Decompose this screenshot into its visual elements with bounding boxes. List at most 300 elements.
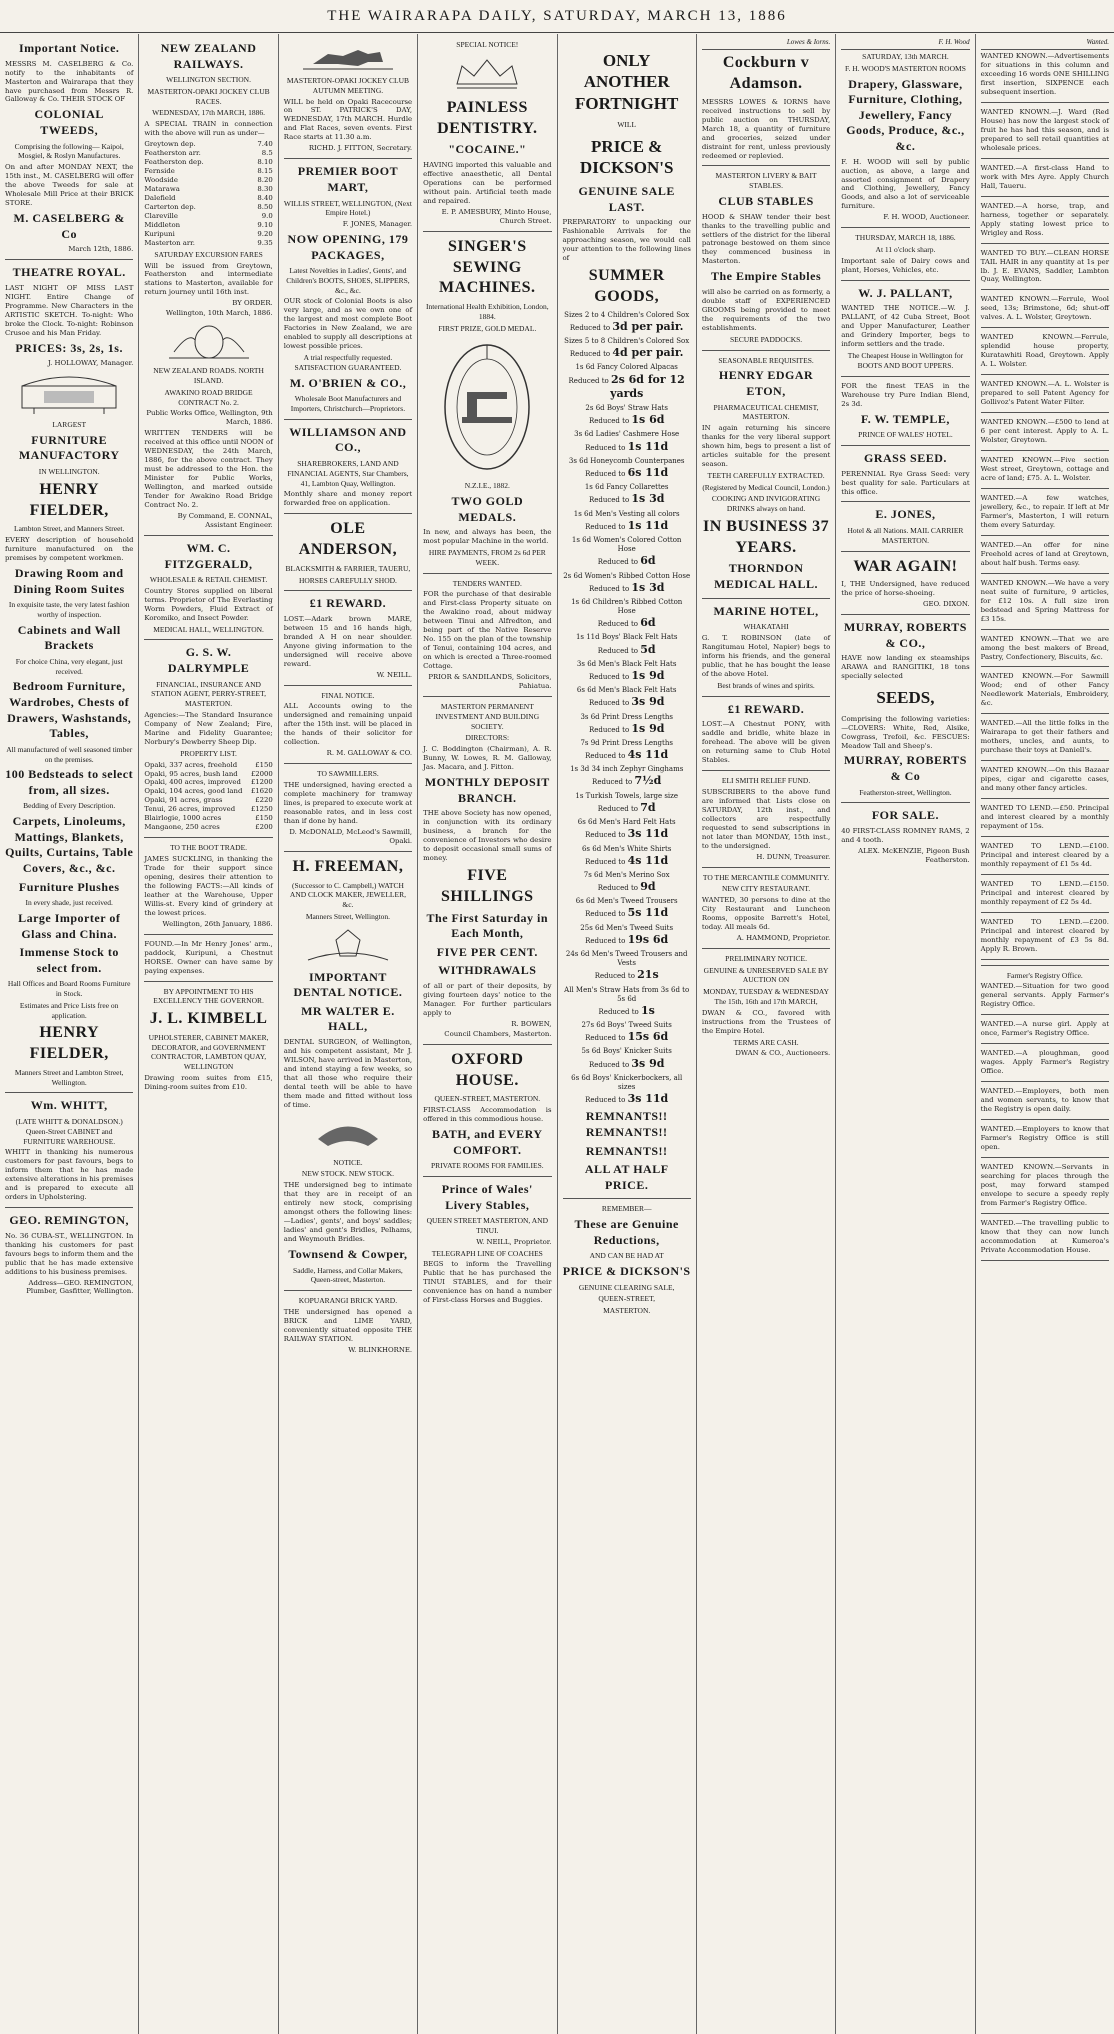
wanted-item: WANTED TO LEND.—£200. Principal and interest cleared by monthly repayment of £3 5s 8d. Apply R. Brown. — [980, 917, 1109, 953]
murray2-sub: Featherston-street, Wellington. — [859, 787, 952, 797]
wanted-item: WANTED KNOWN.—Ferrule, splendid house property, Kuratawhiti Road, Greytown. Apply A. L. Wolster. — [980, 333, 1109, 369]
works-office: Public Works Office, Wellington, 9th March, 1886. — [146, 409, 273, 427]
price-reduced — [563, 1030, 691, 1044]
marine-sig: Best brands of wines and spirits. — [717, 680, 815, 690]
station-name: Kuripuni — [144, 229, 175, 238]
wanted-item: WANTED KNOWN.—Five section West street, Greytown, cottage and acre of land; £75. A. L. Wolster. — [980, 456, 1109, 482]
divider — [423, 1176, 551, 1177]
oxford-heading: OXFORD HOUSE. — [451, 1050, 524, 1089]
bedroom-heading: Bedroom Furniture, Wardrobes, Chests of Drawers, Washstands, Tables, — [7, 679, 132, 741]
thurs-body: Important sale of Dairy cows and plant, Horses, Vehicles, etc. — [841, 256, 970, 274]
reduced-to-label: Reduced to — [569, 350, 613, 359]
timetable-row — [144, 212, 272, 221]
townsend-sub: Saddle, Harness, and Collar Makers, Queen-street, Masterton. — [293, 1265, 403, 1285]
divider — [981, 874, 1109, 875]
wanted-item: WANTED KNOWN.—That we are among the best makers of Bread, Pastry, Confectionery, Biscuits, &c. — [980, 634, 1109, 661]
reduced-to-label: Reduced to — [588, 672, 632, 681]
price-reduced — [563, 854, 691, 868]
registry-item: WANTED.—Employers, both men and women servants, to know that the Registry is open daily. — [980, 1087, 1109, 1114]
divider — [981, 412, 1109, 413]
price-reduced — [563, 933, 691, 947]
tenders-body: FOR the purchase of that desirable and First-class Property situate on the Awakino road, about midway between Tinui and Alfredton, and being part of the Native Reserve No. 155 on the plan of the township of Tenui, containing 104 acres, and on which is erected a Three-roomed Cottage. — [423, 590, 552, 671]
forsale-sig: ALEX. McKENZIE, Pigeon Bush Featherston. — [858, 846, 970, 864]
divider — [841, 376, 969, 377]
wanted-item: WANTED KNOWN.—Advertisements for situations in this column and exceeding 16 words ONE SHILLING first insertion, SIXPENCE each subsequent insertion. — [980, 52, 1109, 96]
price-reduced — [563, 669, 691, 683]
whitt-name: Wm. WHITT, — [30, 1098, 108, 1113]
cocaine-sig: E. P. AMESBURY, Minto House, Church Street. — [441, 207, 552, 225]
reduced-price: 3s 9d — [631, 1056, 665, 1070]
reward-sig: W. NEILL. — [376, 670, 413, 679]
plushes-sub: In every shade, just received. — [25, 898, 113, 908]
timetable-row — [144, 230, 272, 239]
boot-trade-body: JAMES SUCKLING, in thanking the Trade for their support since opening, desires their attention to the following FACTS:—All kinds of leather at the Warehouse, Upper Willis-st. Every kind of grindery at the lowest prices. — [144, 855, 273, 917]
saw-body: THE undersigned, having erected a complete machinery for tramway lines, is prepared to execute work at reasonable rates, and in less cost than if done by hand. — [283, 780, 413, 825]
withdrawals-body: of all or part of their deposits, by giving fourteen days' notice to the Manager. For further particulars apply to — [423, 982, 552, 1017]
carpets-heading: Carpets, Linoleums, Mattings, Blankets, Quilts, Curtains, Table Covers, &c., &c. — [5, 814, 134, 875]
ole-body: HORSES CAREFULLY SHOD. — [298, 575, 397, 585]
thurs-sub: At 11 o'clock sharp. — [875, 245, 936, 255]
price-line: 25s 6d Men's Tweed Suits — [580, 923, 674, 932]
timetable-row — [144, 203, 272, 212]
divider — [981, 102, 1109, 103]
whitt-sub: (LATE WHITT & DONALDSON.) Queen-Street CABINET and FURNITURE WAREHOUSE. — [15, 1117, 123, 1146]
nzie: N.Z.I.E., 1882. — [464, 481, 510, 491]
price-reduced — [563, 581, 691, 595]
rail-heading: NEW ZEALAND RAILWAYS. — [160, 41, 257, 71]
price-reduced — [563, 373, 691, 402]
registry-item: WANTED.—Employers to know that Farmer's Registry Office is still open. — [980, 1125, 1109, 1152]
price-line: 6s 6d Men's Black Felt Hats — [576, 686, 677, 695]
property-row — [144, 761, 272, 770]
final-heading: FINAL NOTICE. — [321, 690, 375, 700]
column-1 — [0, 34, 139, 2034]
bowen-name: R. BOWEN, — [511, 1019, 552, 1028]
reduced-price: 15s 6d — [627, 1030, 669, 1044]
divider — [981, 1014, 1109, 1015]
drawing-heading: Drawing Room and Dining Room Suites — [13, 566, 125, 596]
special-notice: SPECIAL NOTICE! — [456, 40, 519, 49]
divider — [981, 760, 1109, 761]
reduced-price: 1s 9d — [631, 668, 665, 682]
divider — [5, 259, 133, 260]
column-7 — [836, 34, 975, 2034]
price-line: 6s 6d Men's Hard Felt Hats — [577, 818, 676, 827]
divider — [144, 837, 272, 838]
divider — [841, 280, 969, 281]
price-line: 3s 6d Men's Black Felt Hats — [576, 659, 677, 668]
station-time: 9.35 — [257, 238, 273, 247]
remnants2: REMNANTS!! — [585, 1143, 668, 1158]
property-desc: Mangaone, 250 acres — [144, 823, 220, 832]
divider — [5, 1092, 133, 1093]
obrien-sub: Wholesale Boot Manufacturers and Importers, Christchurch—Proprietors. — [290, 394, 406, 414]
bridge-heading: AWAKINO ROAD BRIDGE CONTRACT No. 2. — [164, 387, 253, 407]
reduced-price: 3s 11d — [627, 827, 669, 841]
price-item — [563, 924, 691, 947]
wood-body: F. H. WOOD will sell by public auction, as above, a large and assorted consignment of Drapery and Clothing, Jewellery, Fancy Goods, and also a lot of serviceable furniture. — [841, 157, 970, 211]
price-item — [563, 483, 691, 506]
divider — [423, 231, 551, 232]
masterton: MASTERTON. — [603, 1306, 651, 1316]
divider — [702, 696, 830, 697]
clearing-sale: GENUINE CLEARING SALE, — [578, 1282, 675, 1292]
first-saturday: The First Saturday in Each Month, — [426, 910, 549, 941]
remember: REMEMBER— — [601, 1204, 652, 1214]
murray2-name: MURRAY, ROBERTS & Co — [843, 753, 967, 784]
cockburn-body: MESSRS LOWES & IORNS have received instructions to sell by public auction on THURSDAY, March 18, a quantity of furniture and groceries, seized under distraint for rent, unless previously redeemed or replevied. — [701, 97, 831, 160]
reduced-price: 1s 6d — [631, 413, 665, 427]
divider — [981, 1081, 1109, 1082]
registry-item: WANTED KNOWN.—Servants in searching for places through the post, may forward stamped envelope to secure a speedy reply from Farmer's Registry Office. — [980, 1163, 1109, 1207]
fitz-sub: WHOLESALE & RETAIL CHEMIST. — [149, 575, 268, 585]
reduced-to-label: Reduced to — [597, 558, 641, 567]
divider — [981, 573, 1109, 574]
column-2 — [139, 34, 278, 2034]
price-reduced — [563, 466, 691, 480]
telegraph-body: BEGS to inform the Travelling Public that he has purchased the TINUI STABLES, and for their convenience has on hand a number of First-class Horses and Buggies. — [423, 1260, 552, 1305]
station-name: Masterton arr. — [144, 238, 195, 247]
singer-heading: SINGER'S SEWING MACHINES. — [439, 237, 536, 297]
reduced-price: 6s 11d — [627, 465, 669, 479]
divider — [981, 450, 1109, 451]
price-reduced — [563, 519, 691, 533]
cockburn-heading: Cockburn v Adamson. — [722, 54, 810, 92]
only-another: ONLY ANOTHER FORTNIGHT — [575, 51, 679, 113]
price-dickson-2: PRICE & DICKSON'S — [562, 1263, 691, 1278]
divider — [981, 965, 1109, 966]
wanted-item: WANTED.—An offer for nine Freehold acres of land at Greytown, about half bush. Terms easy. — [980, 540, 1109, 567]
stock-heading: Immense Stock to select from. — [19, 945, 119, 975]
wanted-item: WANTED KNOWN.—Ferrule, Wool seed, 13s; Brimstone, 6d; shut-off valves. A. L. Wolster, Greytown. — [980, 295, 1109, 322]
property-desc: Opaki, 104 acres, good land — [144, 787, 243, 796]
oxford-sub: QUEEN-STREET, MASTERTON. — [434, 1094, 541, 1104]
boot-mart-mgr: F. JONES, Manager. — [342, 220, 413, 228]
price-reduced — [563, 1004, 691, 1018]
divider — [981, 488, 1109, 489]
station-name: Middleton — [144, 220, 181, 229]
price-item — [563, 536, 691, 568]
cabinets-heading: Cabinets and Wall Brackets — [17, 622, 121, 653]
price-item — [563, 660, 691, 683]
station-time: 8.15 — [257, 167, 273, 176]
five-shillings: FIVE SHILLINGS — [441, 867, 534, 905]
painless-heading: PAINLESS DENTISTRY. — [437, 98, 538, 137]
property-price: £200 — [255, 823, 273, 832]
theatre-sig: J. HOLLOWAY, Manager. — [47, 359, 134, 368]
property-price: £2000 — [250, 769, 273, 778]
furniture-pre: LARGEST — [52, 420, 87, 430]
price-line: 3s 6d Print Dress Lengths — [580, 712, 673, 721]
property-list — [144, 761, 272, 833]
price-reduced — [563, 1057, 691, 1071]
reduced-to-label: Reduced to — [597, 646, 641, 655]
price-list — [563, 311, 691, 1107]
reward-body: LOST.—Adark brown MARE, between 15 and 16 hands high, branded A H on near shoulder. Anyone giving information to the undersigned will receive above reward. — [283, 614, 413, 668]
fielder-body: EVERY description of household furniture manufactured on the premises by competent workmen. — [5, 536, 134, 563]
property-desc: Opaki, 337 acres, freehold — [144, 760, 238, 769]
price-reduced — [563, 827, 691, 841]
divider — [981, 912, 1109, 913]
brick-sig: W. BLINKHORNE. — [348, 1345, 413, 1354]
station-name: Fernside — [144, 167, 175, 176]
order-date: Wellington, 10th March, 1886. — [165, 309, 273, 318]
crest-icon — [298, 926, 398, 966]
station-name: Greytown dep. — [144, 140, 196, 149]
estimates: Estimates and Price Lists free on application. — [19, 1000, 119, 1020]
price-item — [563, 311, 691, 334]
divider — [702, 165, 830, 166]
reduced-price: 7½d — [634, 774, 662, 788]
grass-body: PERENNIAL Rye Grass Seed: very best quality for sale. Particulars at this office. — [841, 469, 970, 496]
divider — [841, 802, 969, 803]
reduced-price: 1s 11d — [627, 518, 669, 532]
price-reduced — [563, 413, 691, 427]
monthly-heading: MONTHLY DEPOSIT BRANCH. — [424, 775, 550, 805]
dalrymple-sub: FINANCIAL, INSURANCE AND STATION AGENT, PERRY-STREET, MASTERTON. — [151, 679, 267, 709]
lowes-banner: Lowes & Iorns. — [702, 38, 830, 50]
reduced-price: 3d per pair. — [612, 319, 684, 333]
half-price: ALL AT HALF PRICE. — [584, 1162, 669, 1192]
whitt-body: WHITT in thanking his numerous customers for past favours, begs to inform them that he has made extensive alterations in his premises and is prepared to execute all orders in Upholstering. — [5, 1148, 134, 1202]
remnants: REMNANTS!! REMNANTS!! — [585, 1109, 668, 1139]
reduced-price: 1s 3d — [631, 492, 665, 506]
stock-sub: Hall Offices and Board Rooms Furniture in Stock. — [7, 979, 131, 999]
eton-sub: PHARMACEUTICAL CHEMIST, MASTERTON. — [713, 402, 819, 422]
freeman-name: H. FREEMAN, — [292, 857, 404, 875]
theatre-prices: PRICES: 3s, 2s, 1s. — [15, 340, 123, 355]
saw-heading: TO SAWMILLERS. — [317, 769, 379, 779]
tweeds-sub: Comprising the following— Kaipoi, Mosgiel, & Roslyn Manufactures. — [14, 141, 124, 161]
prelim-heading: PRELIMINARY NOTICE. — [725, 953, 807, 963]
price-item — [563, 633, 691, 656]
price-line: 5s 6d Boys' Knicker Suits — [581, 1047, 672, 1056]
timetable-row — [144, 149, 272, 158]
found-notice: FOUND.—In Mr Henry Jones' arm., paddock, Kuripuni, a Chestnut HORSE. Owner can have same by paying expenses. — [144, 939, 273, 975]
reduced-price: 5d — [640, 642, 656, 656]
station-time: 7.40 — [257, 140, 273, 149]
station-time: 8.10 — [257, 158, 273, 167]
reduced-price: 3s 9d — [631, 695, 665, 709]
divider — [423, 573, 551, 574]
divider — [702, 350, 830, 351]
divider — [981, 1119, 1109, 1120]
reduced-price: 5s 11d — [627, 906, 669, 920]
reduced-to-label: Reduced to — [585, 1034, 628, 1043]
price-line: 1s 6d Men's Vesting all colors — [573, 509, 680, 518]
boot-trade-heading: TO THE BOOT TRADE. — [170, 843, 248, 853]
crown-engraving-icon — [432, 54, 542, 94]
marine-body: G. T. ROBINSON (late of Rangitumau Hotel, Napier) begs to inform his friends, and the general public, that he has bought the lease of the above Hotel. — [701, 633, 831, 678]
can-be-had: AND CAN BE HAD AT — [589, 1251, 664, 1261]
reduced-to-label: Reduced to — [597, 804, 641, 813]
station-time: 8.50 — [257, 202, 273, 211]
divider — [284, 513, 412, 514]
relief-sig: H. DUNN, Treasurer. — [756, 852, 831, 861]
price-item — [563, 510, 691, 533]
races-date: WEDNESDAY, 17th MARCH, 1886. — [152, 108, 266, 118]
murray-body: HAVE now landing ex steamships ARAWA and RANGITIKI, 18 tons specially selected — [841, 654, 970, 681]
singer-body: In new, and always has been, the most popular Machine in the world. — [423, 528, 552, 546]
property-desc: Opaki, 95 acres, bush land — [144, 769, 238, 778]
reduced-price: 1s 3d — [631, 580, 665, 594]
property-desc: Blairlogie, 1000 acres — [144, 814, 222, 823]
seeds-heading: SEEDS, — [876, 688, 935, 708]
train-body: A SPECIAL TRAIN in connection with the above will run as under— — [144, 120, 273, 138]
train-timetable — [144, 140, 272, 248]
price-line: 1s 6d Fancy Colored Alpacas — [575, 363, 678, 372]
queen-street: QUEEN-STREET, — [598, 1294, 656, 1304]
wanted-item: WANTED.—A first-class Hand to work with Mrs Ayre. Apply Church Hall, Taueru. — [980, 163, 1109, 190]
war-heading: WAR AGAIN! — [853, 557, 958, 575]
reduced-price: 1s 11d — [627, 439, 669, 453]
divider — [702, 598, 830, 599]
five-per-cent: FIVE PER CENT. — [436, 944, 538, 959]
club-body: HOOD & SHAW tender their best thanks to the travelling public and settlers of the district for the liberal patronage bestowed on them since they commenced business in Masterton. — [701, 212, 831, 266]
divider — [563, 1198, 691, 1199]
reduced-to-label: Reduced to — [585, 443, 628, 452]
divider — [423, 1044, 551, 1045]
bedroom-sub: All manufactured of well seasoned timber on the premises. — [6, 744, 133, 764]
dental-heading: IMPORTANT DENTAL NOTICE. — [293, 969, 403, 1000]
reduced-to-label: Reduced to — [597, 884, 641, 893]
price-item — [563, 337, 691, 360]
tweeds-sale: On and after MONDAY NEXT, the 15th inst., M. CASELBERG will offer the above Tweeds for sale at Wholesale Mill Price at their BRICK STORE. — [5, 163, 134, 207]
pallant-sig: The Cheapest House in Wellington for BOOTS AND BOOT UPPERS. — [847, 351, 964, 370]
wales-neill: W. NEILL, Proprietor. — [476, 1237, 552, 1246]
reduced-to-label: Reduced to — [588, 417, 632, 426]
remington-name: GEO. REMINGTON, — [9, 1213, 129, 1228]
station-name: Clareville — [144, 211, 178, 220]
property-row — [144, 770, 272, 779]
timetable-row — [144, 194, 272, 203]
divider — [981, 289, 1109, 290]
property-row — [144, 805, 272, 814]
wanted-item: WANTED.—A few watches, jewellery, &c., to repair. If left at Mr Farmer's, Masterton, I will return them every Saturday. — [980, 493, 1109, 529]
wales-heading: Prince of Wales' Livery Stables, — [441, 1182, 533, 1212]
price-item — [563, 739, 691, 762]
price-line: 7s 9d Print Dress Lengths — [580, 738, 673, 747]
price-item — [563, 713, 691, 736]
notice-title: Important Notice. — [18, 41, 120, 55]
station-time: 8.40 — [257, 193, 273, 202]
property-desc: Tenui, 26 acres, improved — [144, 805, 236, 814]
private-rooms: PRIVATE ROOMS FOR FAMILIES. — [430, 1161, 544, 1171]
price-line: 24s 6d Men's Tweed Trousers and Vests — [565, 950, 688, 968]
empire-stables: The Empire Stables — [711, 269, 822, 284]
price-reduced — [563, 695, 691, 709]
restaurant-sig: A. HAMMOND, Proprietor. — [736, 933, 831, 942]
fielder2-addr: Manners Street and Lambton Street, Wellington. — [14, 1067, 124, 1087]
drawing-sub: In exquisite taste, the very latest fashion worthy of inspection. — [8, 600, 130, 619]
registry-heading: Farmer's Registry Office. — [1006, 970, 1083, 980]
divider — [284, 851, 412, 852]
timetable-row — [144, 221, 272, 230]
price-reduced — [563, 440, 691, 454]
timetable-row — [144, 176, 272, 185]
divider — [702, 770, 830, 771]
divider — [981, 959, 1109, 960]
property-row — [144, 778, 272, 787]
masthead-title: THE WAIRARAPA DAILY, SATURDAY, MARCH 13, 1886 — [327, 8, 787, 24]
rail-section: WELLINGTON SECTION. — [166, 75, 251, 85]
price-line: 1s Turkish Towels, large size — [575, 791, 678, 800]
singer-sub: International Health Exhibition, London, 1884. — [425, 302, 549, 321]
china-heading: Large Importer of Glass and China. — [18, 910, 121, 941]
reduced-price: 4s 11d — [627, 748, 669, 762]
reduced-price: 4s 11d — [627, 853, 669, 867]
price-reduced — [563, 748, 691, 762]
thurs-date: THURSDAY, MARCH 18, 1886. — [855, 233, 956, 243]
will: WILL — [617, 119, 637, 129]
eton-name: HENRY EDGAR ETON, — [718, 368, 814, 398]
reduced-price: 1s 9d — [631, 721, 665, 735]
hall-body: DENTAL SURGEON, of Wellington, and his competent assistant, Mr J. WILSON, have arrived in Masterton, and intend staying a few weeks, so that all those who require their dental teeth will be able to have them made and fitted without loss of time. — [283, 1037, 413, 1109]
directors-heading: DIRECTORS: — [465, 733, 510, 743]
bowen-sub: Council Chambers, Masterton. — [444, 1029, 552, 1038]
reduced-to-label: Reduced to — [592, 778, 635, 787]
marine-heading: MARINE HOTEL, — [713, 603, 819, 618]
fielder-addr: Lambton Street, and Manners Street. — [13, 524, 125, 534]
property-desc: Opaki, 400 acres, improved — [144, 778, 241, 787]
newstock-body: THE undersigned beg to intimate that they are in receipt of an entirely new stock, comprising amongst others the following lines:—Ladies', gents', and boys' saddles; ladies' and gent's Bridles, Pelhams, and Weymouth Bridles. — [283, 1181, 413, 1243]
reduced-to-label: Reduced to — [588, 496, 632, 505]
property-price: £150 — [255, 760, 273, 769]
station-name: Featherston dep. — [144, 158, 204, 167]
wanted-item: WANTED TO LEND.—£100. Principal and interest cleared by a monthly repayment of £1 5s 4d. — [980, 842, 1109, 868]
price-item — [563, 1074, 691, 1106]
dalrymple-name: G. S. W. DALRYMPLE — [167, 645, 250, 676]
ole-sub: BLACKSMITH & FARRIER, TAUERU, — [285, 563, 411, 573]
jockey-sig: RICHD. J. FITTON, Secretary. — [308, 144, 413, 153]
singer-medal: FIRST PRIZE, GOLD MEDAL. — [438, 323, 537, 333]
divider — [981, 1260, 1109, 1261]
price-line: 1s 11d Boys' Black Felt Hats — [575, 633, 678, 642]
bedsteads-heading: 100 Bedsteads to select from, all sizes. — [5, 767, 134, 797]
price-line: 3s 6d Honeycomb Counterpanes — [568, 456, 685, 465]
divider — [284, 590, 412, 591]
price-line: 7s 6d Men's Merino Sox — [583, 870, 670, 879]
station-time: 8.5 — [261, 149, 273, 158]
price-line: 1s 3d 34 inch Zephyr Ginghams — [570, 765, 684, 774]
timetable-row — [144, 239, 272, 248]
whakatahi: WHAKATAHI — [743, 622, 789, 632]
genuine-sale: GENUINE SALE LAST. — [578, 184, 675, 214]
final-body: ALL Accounts owing to the undersigned and remaining unpaid after the 15th inst. will be placed in the hands of their solicitor for collection. — [283, 702, 413, 747]
property-row — [144, 796, 272, 805]
final-sig: R. M. GALLOWAY & CO. — [326, 749, 413, 758]
pallant-body: WANTED THE NOTICE.—W. J. PALLANT, of 42 Cuba Street, Boot and Upper Manufacturer, Leather and Grindery Importer, begs to inform settlers and the trade. — [841, 304, 970, 349]
secure-paddocks: SECURE PADDOCKS. — [729, 334, 803, 344]
station-name: Woodside — [144, 176, 178, 184]
oxford-body: FIRST-CLASS Accommodation is offered in this commodious house. — [423, 1106, 552, 1124]
divider — [841, 227, 969, 228]
reduced-price: 1s — [640, 1003, 655, 1017]
forsale-heading: FOR SALE. — [871, 808, 940, 823]
forsale-body: 40 FIRST-CLASS ROMNEY RAMS, 2 and 4 tooth. — [841, 827, 970, 844]
divider — [284, 419, 412, 420]
divider — [144, 639, 272, 640]
price-reduced — [563, 492, 691, 506]
directors-body: J. C. Boddington (Chairman), A. R. Bunny, W. Lowes, R. M. Galloway, Jas. Macara, and J. Fitton. — [423, 745, 552, 772]
station-time: 9.10 — [257, 220, 273, 229]
grass-heading: GRASS SEED. — [864, 450, 947, 465]
jockey-heading: MASTERTON-OPAKI JOCKEY CLUB AUTUMN MEETING. — [286, 76, 410, 95]
price-item — [563, 598, 691, 630]
price-item — [563, 897, 691, 920]
price-line: 1s 6d Women's Colored Cotton Hose — [571, 536, 682, 554]
divider — [981, 327, 1109, 328]
